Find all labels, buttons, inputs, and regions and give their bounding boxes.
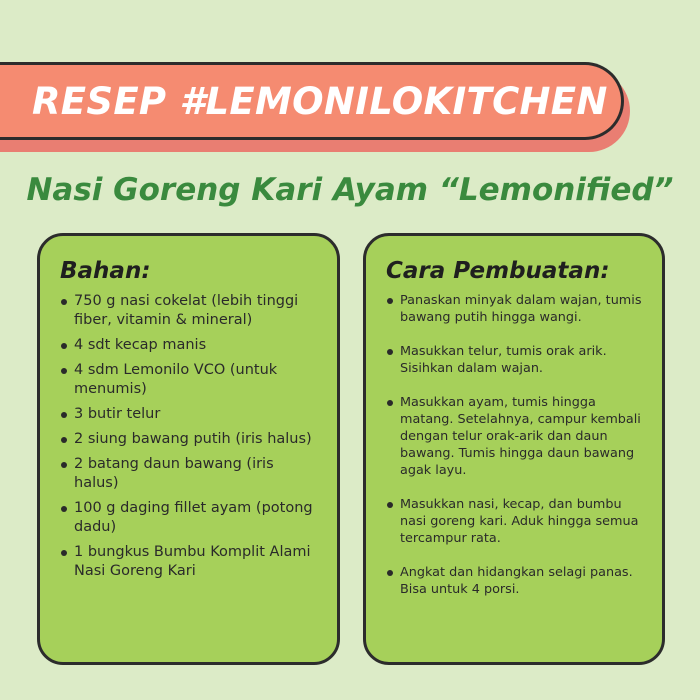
list-item: 4 sdm Lemonilo VCO (untuk menumis) xyxy=(60,361,319,399)
list-item: 3 butir telur xyxy=(60,405,319,424)
method-steps xyxy=(386,292,648,598)
list-item: Masukkan ayam, tumis hingga matang. Setelahnya, campur kembali dengan telur orak-arik dan daun bawang. Tumis hingga daun bawang agak layu. xyxy=(386,394,648,479)
list-item: 4 sdt kecap manis xyxy=(60,336,319,355)
list-item: Masukkan nasi, kecap, dan bumbu nasi goreng kari. Aduk hingga semua tercampur rata. xyxy=(386,496,648,547)
list-item: Panaskan minyak dalam wajan, tumis bawang putih hingga wangi. xyxy=(386,292,648,326)
list-item: 2 batang daun bawang (iris halus) xyxy=(60,455,319,493)
list-item: Masukkan telur, tumis orak arik. Sisihkan dalam wajan. xyxy=(386,343,648,377)
list-item: 750 g nasi cokelat (lebih tinggi fiber, vitamin & mineral) xyxy=(60,292,319,330)
ingredients-card xyxy=(37,233,340,665)
list-item: 1 bungkus Bumbu Komplit Alami Nasi Goreng Kari xyxy=(60,543,319,581)
method-card xyxy=(363,233,665,665)
method-heading: Cara Pembuatan: xyxy=(386,258,610,284)
ingredients-heading: Bahan: xyxy=(60,258,151,284)
list-item: Angkat dan hidangkan selagi panas. Bisa untuk 4 porsi. xyxy=(386,564,648,598)
banner-title: RESEP #LEMONILOKITCHEN xyxy=(32,79,608,123)
recipe-title: Nasi Goreng Kari Ayam “Lemonified” xyxy=(26,172,674,208)
ingredients-list xyxy=(60,292,319,581)
title-banner xyxy=(0,62,624,140)
list-item: 100 g daging fillet ayam (potong dadu) xyxy=(60,499,319,537)
list-item: 2 siung bawang putih (iris halus) xyxy=(60,430,319,449)
